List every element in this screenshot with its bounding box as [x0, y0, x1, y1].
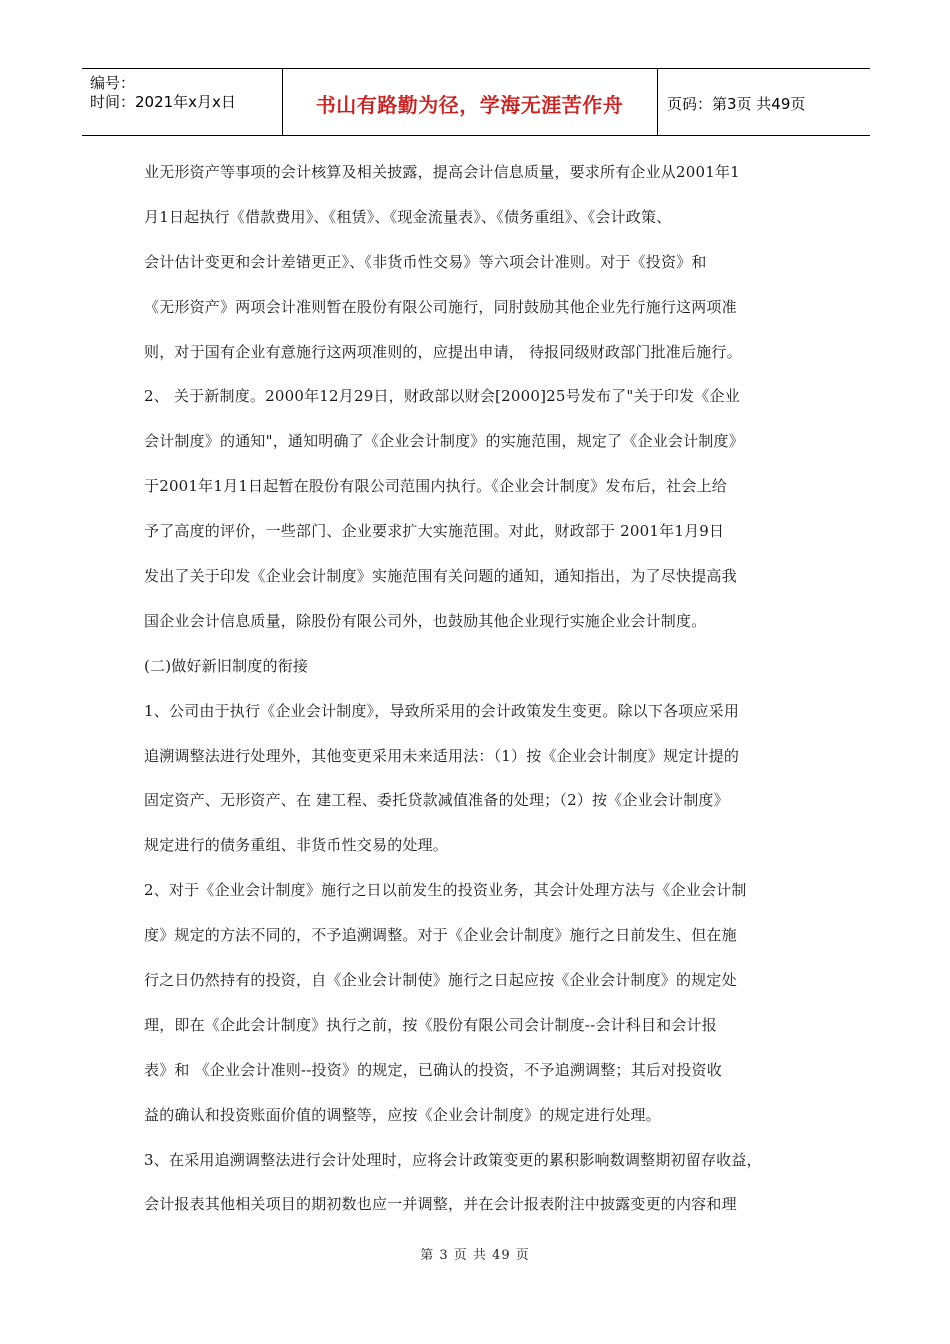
body-text-line: 理，即在《企此会计制度》执行之前，按《股份有限公司会计制度--会计科目和会计报	[144, 1015, 717, 1034]
body-text-line: 则，对于国有企业有意施行这两项准则的，应提出申请， 待报同级财政部门批准后施行。	[144, 342, 742, 361]
body-text-line: 固定资产、无形资产、在 建工程、委托贷款减值准备的处理；（2）按《企业会计制度》	[144, 791, 729, 810]
body-text-line: 3、在采用追溯调整法进行会计处理时，应将会计政策变更的累积影响数调整期初留存收益，	[144, 1150, 762, 1169]
body-text-line: 《无形资产》两项会计准则暂在股份有限公司施行，同肘鼓励其他企业先行施行这两项准	[144, 297, 737, 316]
document-body	[144, 158, 824, 1235]
header-page-number: 页码：第3页 共49页	[667, 95, 806, 113]
body-text-line: 发出了关于印发《企业会计制度》实施范围有关问题的通知，通知指出，为了尽快提高我	[144, 567, 737, 586]
body-text-line: 于2001年1月1日起暂在股份有限公司范围内执行。《企业会计制度》发布后，社会上给	[144, 477, 727, 496]
body-text-line: 国企业会计信息质量，除股份有限公司外，也鼓励其他企业现行实施企业会计制度。	[144, 611, 707, 630]
body-text-line: 予了高度的评价，一些部门、企业要求扩大实施范围。对此，财政部于 2001年1月9日	[144, 522, 725, 541]
page-header	[82, 68, 870, 136]
body-text-line: 表》和 《企业会计准则--投资》的规定，已确认的投资，不予追溯调整；其后对投资收	[144, 1060, 722, 1079]
body-text-line: 行之日仍然持有的投资，自《企业会计制使》施行之日起应按《企业会计制度》的规定处	[144, 971, 737, 990]
header-meta	[90, 69, 280, 135]
body-text-line: 度》规定的方法不同的，不予追溯调整。对于《企业会计制度》施行之日前发生、但在施	[144, 926, 737, 945]
body-text-line: 2、对于《企业会计制度》施行之日以前发生的投资业务，其会计处理方法与《企业会计制	[144, 881, 747, 900]
body-text-line: (二)做好新旧制度的衔接	[144, 656, 309, 675]
body-text-line: 2、 关于新制度。2000年12月29日，财政部以财会[2000]25号发布了"关于印发《企业	[144, 387, 740, 406]
body-text-line: 会计估计变更和会计差错更正》、《非货币性交易》等六项会计准则。对于《投资》和	[144, 252, 707, 271]
document-date-label: 时间：2021年x月x日	[90, 93, 236, 111]
body-text-line: 追溯调整法进行处理外，其他变更采用未来适用法：（1）按《企业会计制度》规定计提的	[144, 746, 740, 765]
body-text-line: 1、公司由于执行《企业会计制度》，导致所采用的会计政策发生变更。除以下各项应采用	[144, 701, 740, 720]
body-text-line: 月1日起执行《借款费用》、《租赁》、《现金流量表》、《债务重组》、《会计政策、	[144, 207, 672, 226]
body-text-line: 规定进行的债务重组、非货币性交易的处理。	[144, 836, 449, 855]
header-motto: 书山有路勤为径，学海无涯苦作舟	[315, 93, 624, 117]
document-number-label: 编号：	[90, 74, 136, 92]
body-text-line: 业无形资产等事项的会计核算及相关披露，提高会计信息质量，要求所有企业从2001年1	[144, 163, 740, 181]
page-footer: 第 3 页 共 49 页	[420, 1248, 530, 1263]
body-text-line: 益的确认和投资账面价值的调整等，应按《企业会计制度》的规定进行处理。	[144, 1105, 661, 1124]
body-text-line: 会计报表其他相关项目的期初数也应一并调整，并在会计报表附注中披露变更的内容和理	[144, 1195, 737, 1214]
body-text-line: 会计制度》的通知"，通知明确了《企业会计制度》的实施范围，规定了《企业会计制度》	[144, 432, 744, 451]
header-divider	[657, 69, 658, 135]
